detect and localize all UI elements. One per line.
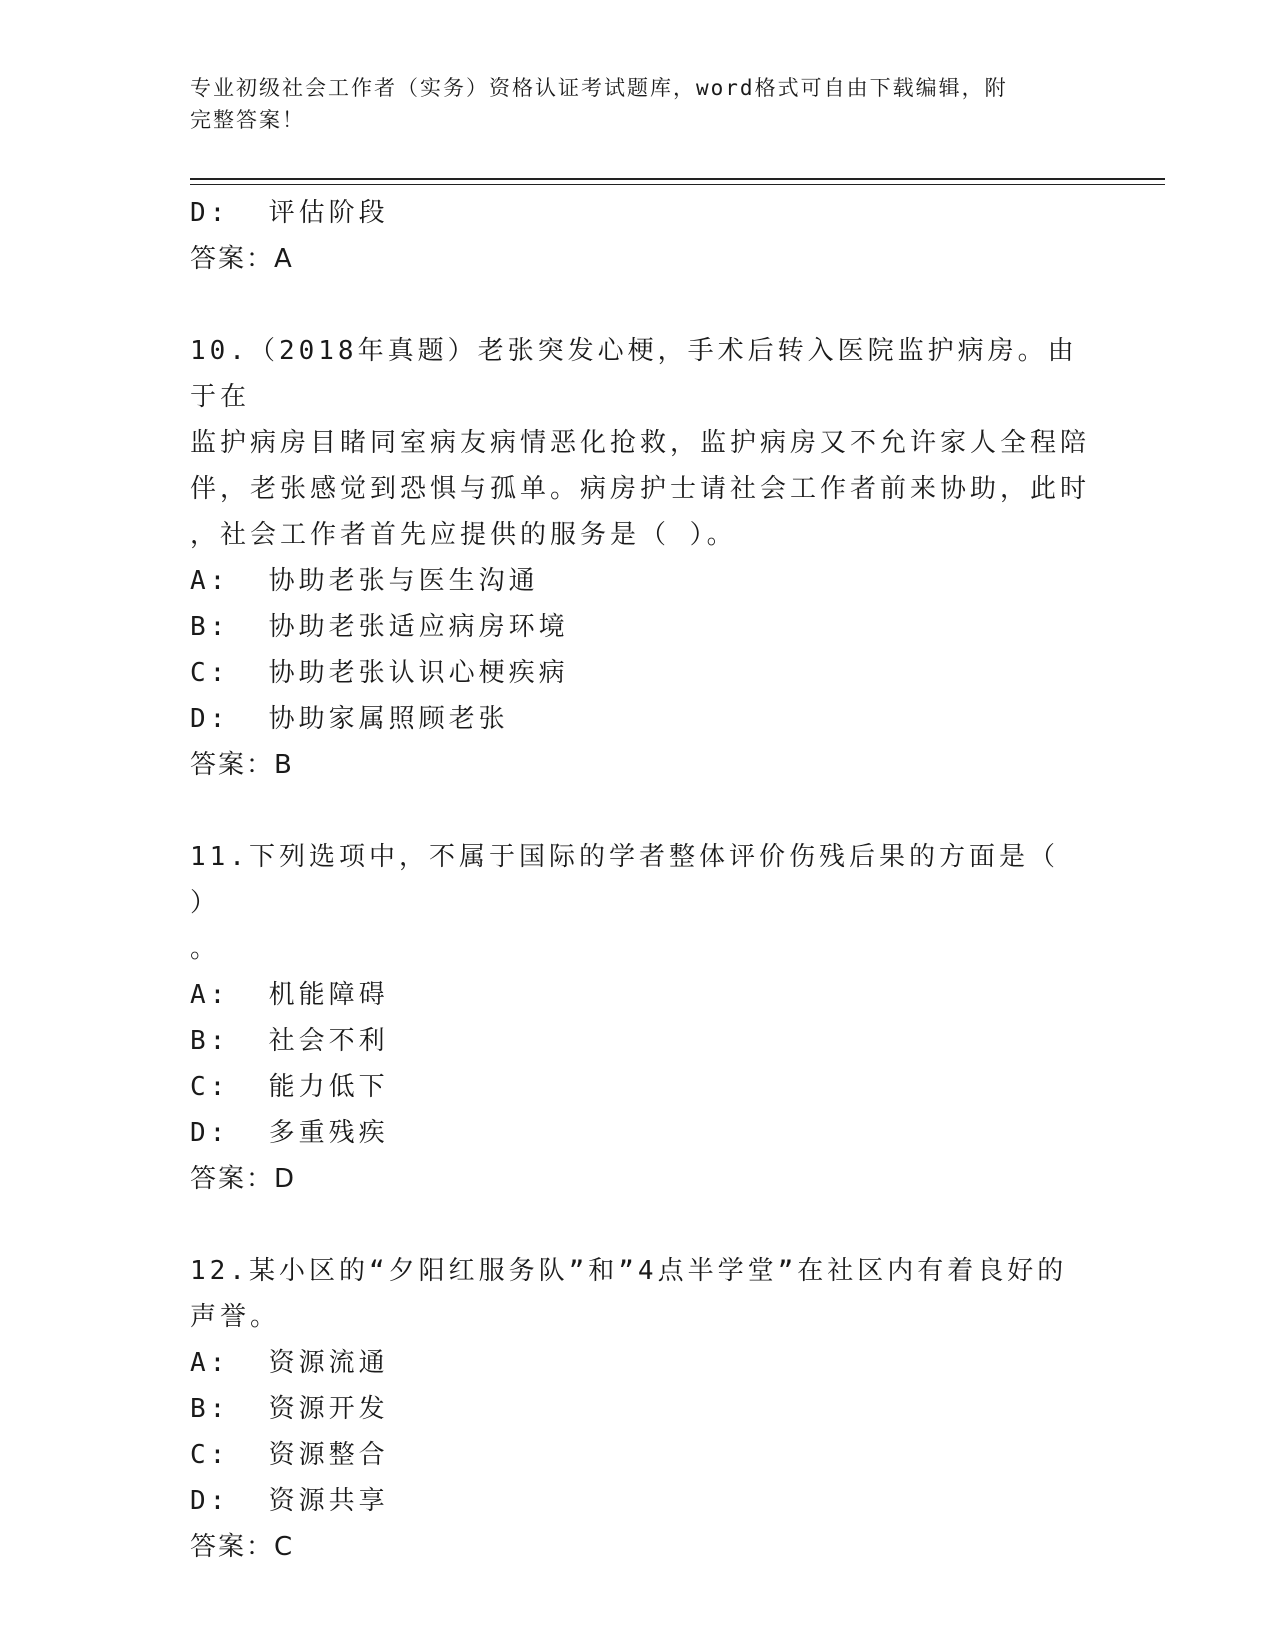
question-11 [190, 834, 1090, 1202]
question-text [190, 328, 1090, 558]
header-line-2: 完整答案！ [190, 108, 305, 132]
option-a: A: 协助老张与医生沟通 [190, 566, 539, 596]
spacer [190, 1202, 1090, 1248]
option-a: A: 机能障碍 [190, 980, 389, 1010]
question-text [190, 1248, 1090, 1340]
header-line-1: 专业初级社会工作者（实务）资格认证考试题库，word格式可自由下载编辑，附 [190, 76, 1008, 100]
question-line: ，社会工作者首先应提供的服务是（ ）。 [190, 520, 737, 550]
question-line: 监护病房目睹同室病友病情恶化抢救，监护病房又不允许家人全程陪 [190, 428, 1091, 458]
question-line: 12.某小区的“夕阳红服务队”和”4点半学堂”在社区内有着良好的 [190, 1256, 1068, 1286]
answer-line: 答案：D [190, 1164, 297, 1194]
option-d: D: 资源共享 [190, 1486, 389, 1516]
question-line: 。 [190, 934, 221, 964]
document-body [190, 190, 1090, 1570]
question-line: 声誉。 [190, 1302, 281, 1332]
question-10 [190, 328, 1090, 788]
option-d: D: 评估阶段 [190, 198, 389, 228]
question-text [190, 834, 1090, 972]
option-d: D: 协助家属照顾老张 [190, 704, 509, 734]
option-b: B: 社会不利 [190, 1026, 389, 1056]
option-c: C: 资源整合 [190, 1440, 389, 1470]
option-c: C: 能力低下 [190, 1072, 389, 1102]
option-b: B: 协助老张适应病房环境 [190, 612, 569, 642]
header-divider-thin [190, 184, 1165, 185]
option-c: C: 协助老张认识心梗疾病 [190, 658, 569, 688]
answer-line: 答案：B [190, 750, 294, 780]
option-a: A: 资源流通 [190, 1348, 389, 1378]
question-line: 10.（2018年真题）老张突发心梗，手术后转入医院监护病房。由于在 [190, 336, 1078, 412]
header-divider-thick [190, 178, 1165, 180]
question-12 [190, 1248, 1090, 1570]
question-line: 11.下列选项中，不属于国际的学者整体评价伤残后果的方面是（ ） [190, 842, 1059, 918]
spacer [190, 788, 1090, 834]
answer-line: 答案：C [190, 1532, 295, 1562]
previous-question [190, 190, 1090, 282]
option-b: B: 资源开发 [190, 1394, 389, 1424]
answer-line: 答案：A [190, 244, 294, 274]
option-d: D: 多重残疾 [190, 1118, 389, 1148]
question-line: 伴，老张感觉到恐惧与孤单。病房护士请社会工作者前来协助，此时 [190, 474, 1091, 504]
document-header [190, 72, 1090, 136]
spacer [190, 282, 1090, 328]
